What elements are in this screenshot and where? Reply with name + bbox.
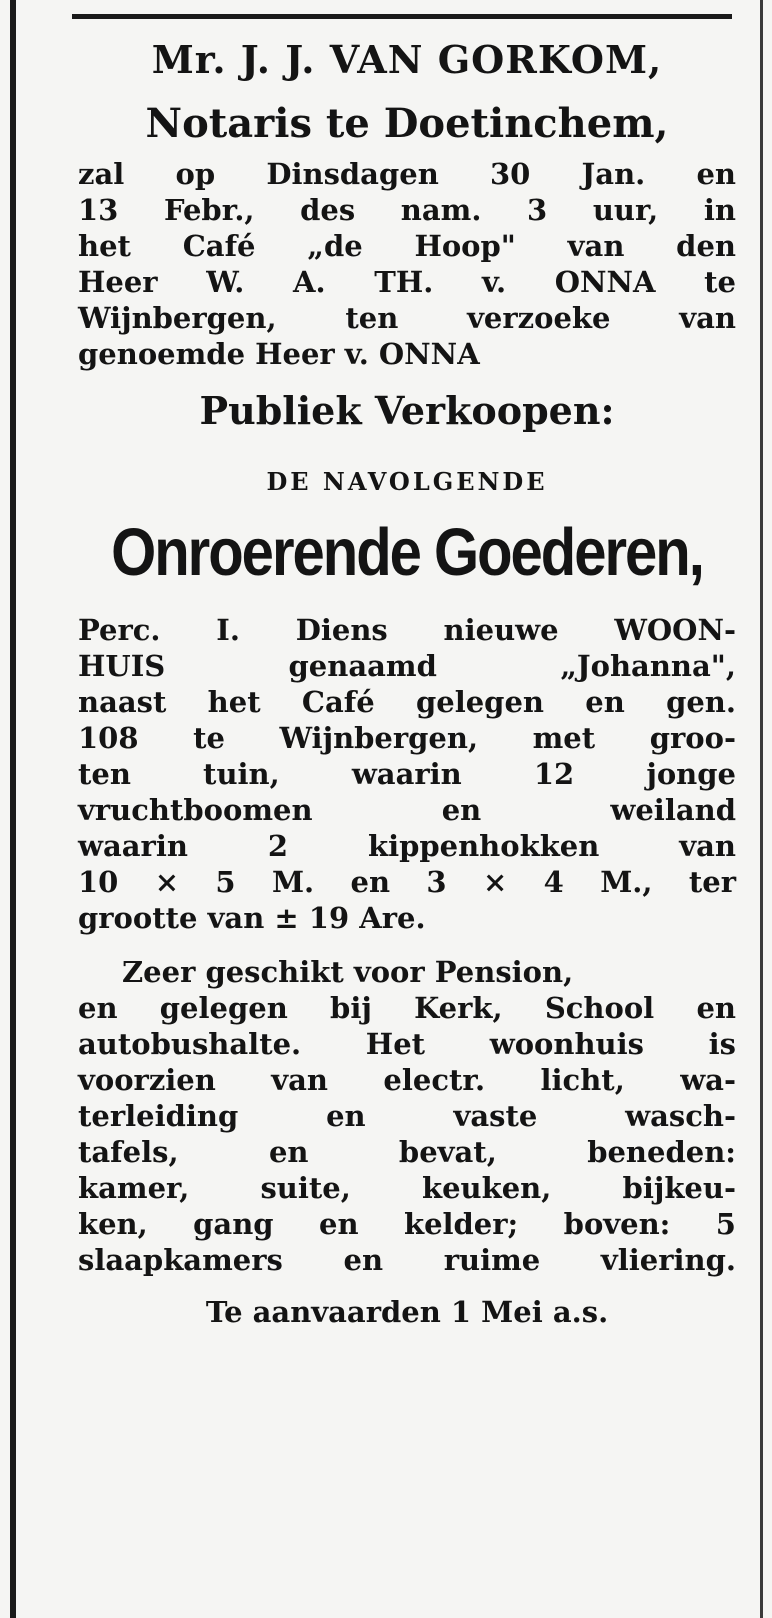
description-line: Zeer geschikt voor Pension, <box>122 955 574 989</box>
intro-line: het Café „de Hoop" van den <box>78 229 736 263</box>
description-line: tafels, en bevat, beneden: <box>78 1135 736 1169</box>
closing-line: Te aanvaarden 1 Mei a.s. <box>205 1295 609 1329</box>
property-heading: Onroerende Goederen, <box>111 515 703 590</box>
parcel-line: HUIS genaamd „Johanna", <box>78 649 736 683</box>
parcel-paragraph <box>78 612 736 936</box>
notary-place: Notaris te Doetinchem, <box>145 100 669 147</box>
right-column-rule <box>760 0 763 1618</box>
parcel-line: grootte van ± 19 Are. <box>78 901 426 935</box>
intro-line: zal op Dinsdagen 30 Jan. en <box>78 157 736 191</box>
description-line: slaapkamers en ruime vliering. <box>78 1243 736 1277</box>
parcel-line: 10 × 5 M. en 3 × 4 M., ter <box>78 865 736 899</box>
intro-paragraph <box>78 156 736 372</box>
notary-name: Mr. J. J. VAN GORKOM, <box>151 37 663 82</box>
description-line: voorzien van electr. licht, wa- <box>78 1063 736 1097</box>
intro-line: Wijnbergen, ten verzoeke van <box>78 301 736 335</box>
parcel-line: ten tuin, waarin 12 jonge <box>78 757 736 791</box>
description-line: terleiding en vaste wasch- <box>78 1099 736 1133</box>
sale-heading: Publiek Verkoopen: <box>199 388 615 433</box>
intro-line: genoemde Heer v. ONNA <box>78 337 480 371</box>
description-line: autobushalte. Het woonhuis is <box>78 1027 736 1061</box>
advertisement <box>78 28 736 1330</box>
parcel-line: waarin 2 kippenhokken van <box>78 829 736 863</box>
following-heading: DE NAVOLGENDE <box>266 467 548 496</box>
description-paragraph <box>78 954 736 1278</box>
intro-line: Heer W. A. TH. v. ONNA te <box>78 265 736 299</box>
parcel-line: Perc. I. Diens nieuwe WOON- <box>78 613 736 647</box>
intro-line: 13 Febr., des nam. 3 uur, in <box>78 193 736 227</box>
description-line: kamer, suite, keuken, bijkeu- <box>78 1171 736 1205</box>
description-line: en gelegen bij Kerk, School en <box>78 991 736 1025</box>
parcel-line: 108 te Wijnbergen, met groo- <box>78 721 736 755</box>
top-rule <box>72 14 732 19</box>
left-column-rule <box>10 0 16 1618</box>
parcel-line: vruchtboomen en weiland <box>78 793 736 827</box>
description-line: ken, gang en kelder; boven: 5 <box>78 1207 736 1241</box>
parcel-line: naast het Café gelegen en gen. <box>78 685 736 719</box>
